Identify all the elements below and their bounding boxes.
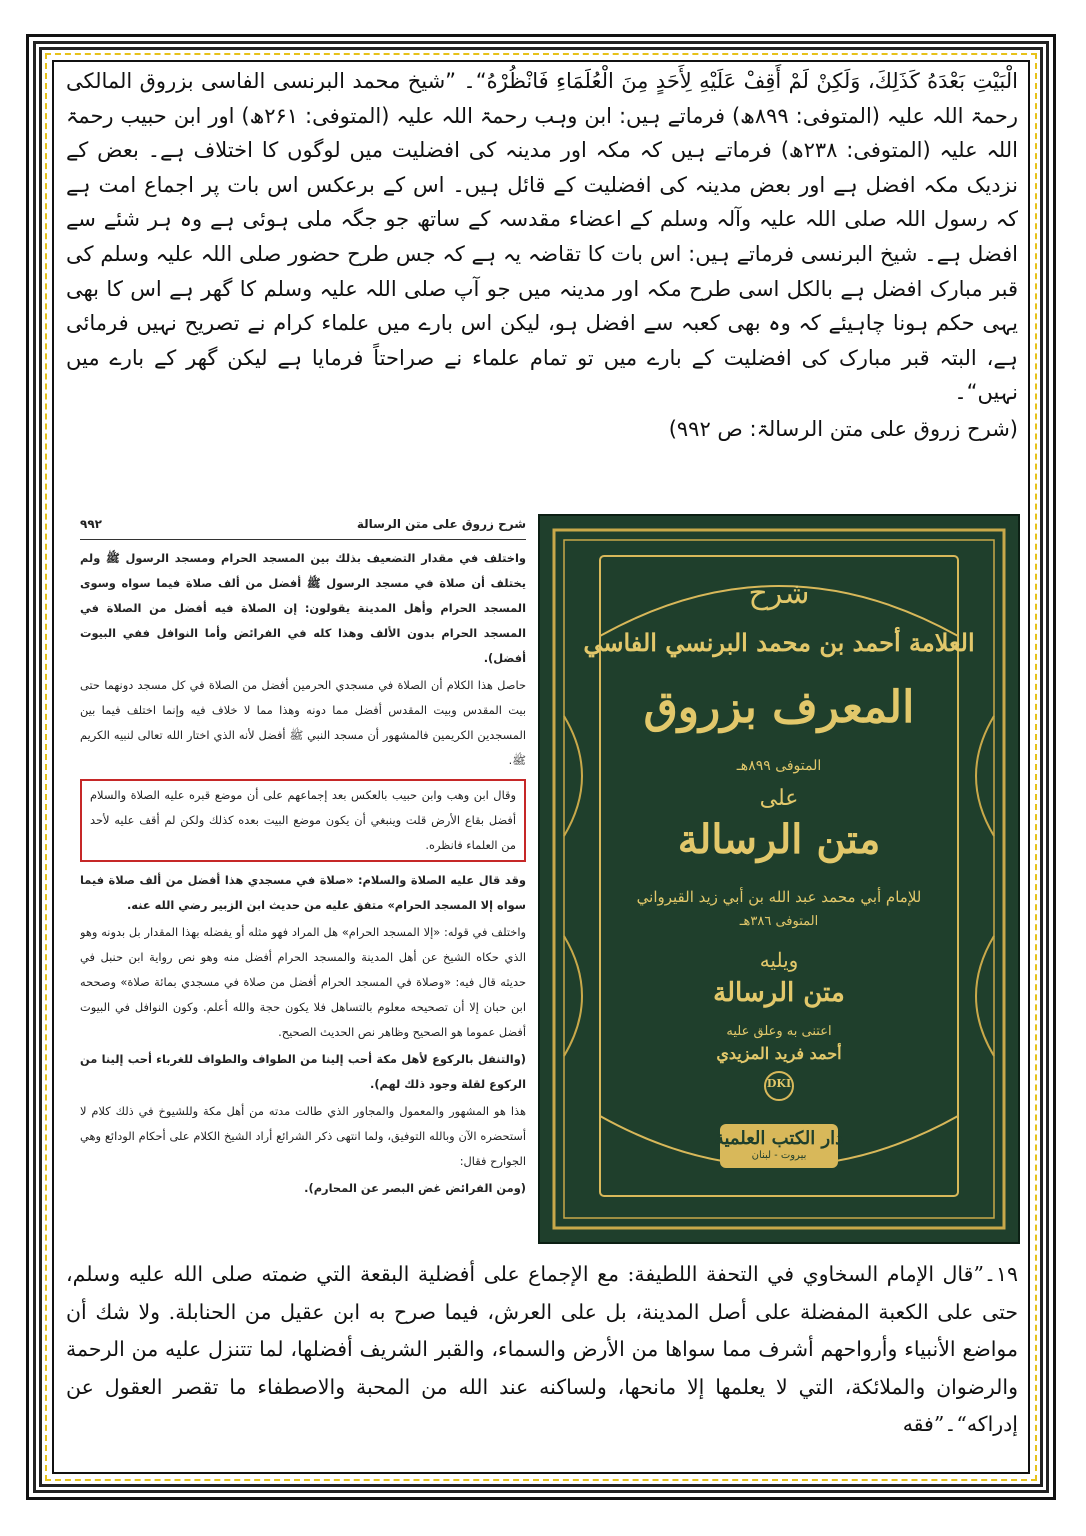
urdu-paragraph: الْبَيْتِ بَعْدَهُ كَذَلِكَ، وَلَكِنْ لَمْ أَقِفْ عَلَيْهِ لِأَحَدٍ مِنَ الْعُلَمَاءِ فَانْظُرْهُ“۔ ”شیخ محمد البرنسی الفاسی بزروق المالکی رحمۃ اللہ علیہ (المتوفی: ۸۹۹ھ) فرماتے ہیں: ابن وہب رحمۃ اللہ علیہ (المتوفی: ۲۶۱ھ) اور ابن حبیب رحمۃ اللہ علیہ (المتوفی: ۲۳۸ھ) فرماتے ہیں کہ مکہ اور مدینہ کی افضلیت میں لوگوں کا اختلاف ہے۔ بعض کے نزدیک مکہ افضل ہے اور بعض مدینہ کی افضلیت کے قائل ہیں۔ اس کے برعکس اس بات پر اجماع امت ہے کہ رسول اللہ صلی اللہ علیہ وآلہ وسلم کے اعضاء مقدسہ کے ساتھ جو جگہ ملی ہوئی ہے وہ ہر شئے سے افضل ہے۔ شیخ البرنسی فرماتے ہیں: اس بات کا تقاضہ یہ ہے کہ جس طرح حضور صلی اللہ علیہ وسلم کی قبر مبارک افضل ہے بالکل اسی طرح مکہ اور مدینہ میں جو آپ صلی اللہ علیہ وسلم کا گھر ہے اس کا بھی یہی حکم ہونا چاہیئے کہ وہ بھی کعبہ سے افضل ہو، لیکن اس بارے میں علماء کرام نے تصریح نہیں فرمائی ہے، البتہ قبر مبارک کی افضلیت کے بارے میں تو تمام علماء نے صراحتاً فرمایا ہے لیکن گھر کے بارے میں نہیں“۔ bbox=[66, 69, 1018, 405]
book-cover-image bbox=[538, 514, 1020, 1244]
scanned-book-page bbox=[80, 512, 526, 1242]
arabic-paragraph: ١٩۔”قال الإمام السخاوي في التحفة اللطيفة: مع الإجماع على أفضلية البقعة التي ضمته صلى الله عليه وسلم، حتى على الكعبة المفضلة على أصل المدينة، بل على العرش، فيما صرح به ابن عقيل من الحنابلة. ولا شك أن مواضع الأنبياء وأرواحهم أشرف مما سواها من الأرض والسماء، والقبر الشريف أفضلها، لما تتنزل عليه من الرحمة والرضوان والملائكة، التي لا يعلمها إلا مانحها، ولساكنه عند الله من المحبة والاصطفاء ما تقصر العقول عن إدراكه“۔”فقه bbox=[66, 1262, 1018, 1436]
cover-title: المعرف بزروق bbox=[643, 682, 915, 733]
cover-line: متن الرسالة bbox=[713, 978, 845, 1008]
arabic-text-block bbox=[66, 1256, 1018, 1444]
cover-line: اعتنى به وعلق عليه bbox=[726, 1024, 832, 1039]
cover-subtitle: متن الرسالة bbox=[677, 816, 881, 863]
publisher-logo-icon: DKI bbox=[766, 1077, 792, 1090]
cover-editor: أحمد فريد المزيدي bbox=[716, 1044, 842, 1063]
cover-line: للإمام أبي محمد عبد الله بن أبي زيد القيرواني bbox=[636, 888, 922, 906]
scan-paragraph: هذا هو المشهور والمعمول والمجاور الذي طالت مدته من أهل مكة وللشيوخ في ذلك كلام لا أستحضره الآن وبالله التوفيق، ولما انتهى ذكر الشرائع أراد الشيخ الكلام على أحكام الودائع وهي الجوارح فقال: bbox=[80, 1104, 526, 1168]
scan-paragraph: حاصل هذا الكلام أن الصلاة في مسجدي الحرمين أفضل من الصلاة في كل مسجد دونهما حتى بيت المقدس وبيت المقدس أفضل مما دونه وهذا مما لا خلاف فيه وإنما اختلف فيما بين المسجدين الكريمين فالمشهور أن مسجد النبي ﷺ أفضل لأنه الذي اختار الله تعالى لنبيه الكريم ﷺ. bbox=[80, 678, 526, 767]
scan-paragraph: (والتنفل بالركوع لأهل مكة أحب إلينا من الطواف والطواف للغرباء أحب إلينا من الركوع لقلة وجود ذلك لهم). bbox=[80, 1052, 526, 1091]
scan-highlighted-passage: وقال ابن وهب وابن حبيب بالعكس بعد إجماعهم على أن موضع قبره عليه الصلاة والسلام أفضل بقاع الأرض قلت وينبغي أن يكون موضع البيت بعده كذلك ولكن لم أقف عليه لأحد من العلماء فانظره. bbox=[80, 779, 526, 862]
scan-paragraph: واختلف في مقدار التضعيف بذلك بين المسجد الحرام ومسجد الرسول ﷺ ولم يختلف أن صلاة في مسجد الرسول ﷺ أفضل من ألف صلاة فيما سواه وسوى المسجد الحرام وأهل المدينة يقولون: إن الصلاة فيه أفضل من الصلاة في المسجد الحرام بدون الألف وهذا كله في الفرائض وأما النوافل ففي البيوت أفضل). bbox=[80, 551, 526, 665]
cover-line: المتوفى ٣٨٦هـ bbox=[739, 914, 819, 929]
scan-paragraph: واختلف في قوله: «إلا المسجد الحرام» هل المراد فهو مثله أو يفضله بهذا المقدار بل بدونه وهو الذي حكاه الشيخ عن أهل المدينة والمسجد الحرام أفضل منه وهو نص رواية ابن حنبل في حديثه قال فيه: «وصلاة في المسجد الحرام أفضل من صلاة في مسجدي بمائة صلاة» وصححه ابن حبان إلا أن تصحيحه معلوم بالتساهل فلا يكون حجة والله أعلم. وكون النوافل في البيوت أفضل عموما هو الصحيح وظاهر نص الحديث الصحيح. bbox=[80, 925, 526, 1039]
scan-paragraph: (ومن الفرائض غض البصر عن المحارم). bbox=[304, 1181, 526, 1195]
cover-line: على bbox=[759, 786, 799, 811]
publisher-location: بيروت - لبنان bbox=[751, 1150, 807, 1161]
cover-author: العلامة أحمد بن محمد البرنسي الفاسي bbox=[583, 628, 975, 657]
scan-page-number: ٩٩٢ bbox=[80, 517, 102, 531]
cover-line: المتوفى ٨٩٩هـ bbox=[736, 758, 822, 774]
scan-running-title: شرح زروق على متن الرسالة bbox=[356, 517, 526, 531]
cover-line: شرح bbox=[748, 576, 810, 611]
scan-page-header bbox=[80, 512, 526, 540]
urdu-citation: (شرح زروق علی متن الرسالۃ: ص ۹۹۲) bbox=[668, 416, 1018, 441]
cover-line: ويليه bbox=[759, 948, 799, 972]
urdu-text-block bbox=[66, 64, 1018, 447]
scan-paragraph: وقد قال عليه الصلاة والسلام: «صلاة في مسجدي هذا أفضل من ألف صلاة فيما سواه إلا المسجد الحرام» متفق عليه من حديث ابن الزبير رضي الله عنه. bbox=[80, 873, 526, 912]
publisher-name: دار الكتب العلمية bbox=[714, 1128, 844, 1149]
